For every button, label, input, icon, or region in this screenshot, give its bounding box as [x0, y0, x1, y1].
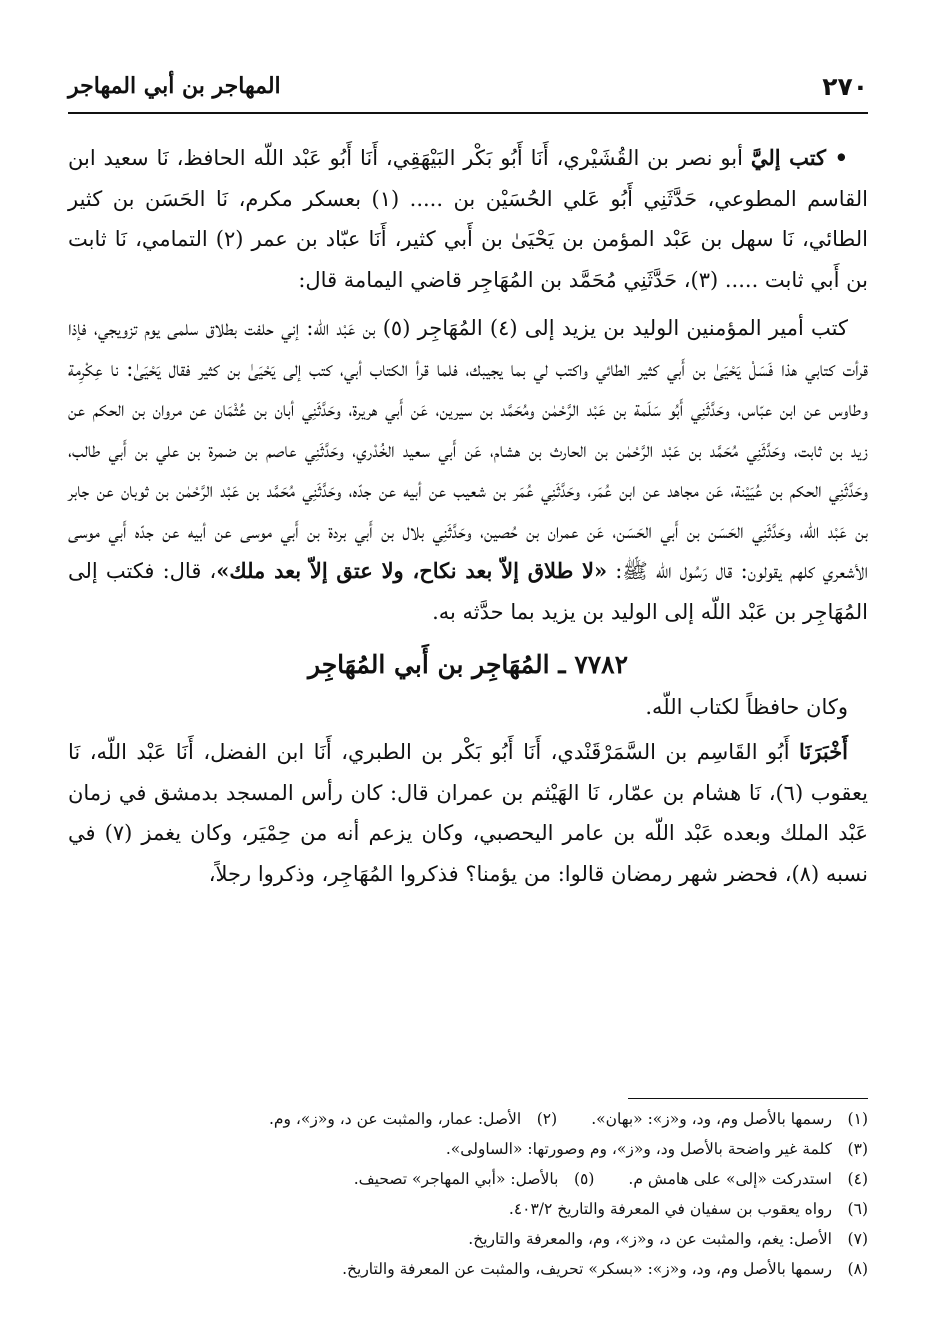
footnote-6: (٦)رواه يعقوب بن سفيان في المعرفة والتاريخ ٤٠٣/٢.	[508, 1200, 868, 1218]
header-rule	[68, 112, 868, 114]
paragraph-lead: أَخْبَرَنَا	[799, 739, 849, 764]
entry-title: ٧٧٨٢ ـ المُهَاجِر بن أَبي المُهَاجِر	[307, 650, 629, 679]
entry-note: وكان حافظاً لكتاب اللّه.	[645, 695, 848, 719]
footnote-8: (٨)رسمها بالأصل وم، ود، و«ز»: «بسكر» تحريف، والمثبت عن المعرفة والتاريخ.	[342, 1260, 868, 1278]
hadith-quote: «لا طلاق إلاّ بعد نكاح، ولا عتق إلاّ بعد ملك»	[216, 558, 608, 583]
main-text	[68, 138, 868, 894]
footnote-line	[68, 1224, 868, 1254]
page-number: ٢٧٠	[822, 71, 868, 101]
page-header	[68, 66, 868, 106]
footnote-line	[68, 1164, 868, 1194]
footnote-5: (٥)بالأصل: «أبي المهاجر» تصحيف.	[353, 1170, 595, 1188]
letter-paragraph	[68, 308, 868, 632]
footnote-line	[68, 1194, 868, 1224]
paragraph-ending: ، قال: فكتب إلى المُهَاجِر بن عَبْد اللّه إلى الوليد بن يزيد بما حدَّثه به.	[68, 559, 868, 624]
footnote-2: (٢)الأصل: عمار، والمثبت عن د، و«ز»، وم.	[268, 1110, 558, 1128]
footnote-line	[68, 1134, 868, 1164]
footnote-line	[68, 1254, 868, 1284]
paragraph-text: أبو نصر بن القُشَيْري، أَنَا أَبُو بَكْر البَيْهَقِي، أَنَا أَبُو عَبْد اللّه الحافظ، نَا سعيد ابن القاسم المطوعي، حَدَّثَنِي أَبُو عَلي الحُسَيْن بن ..... (١) بعسكر مكرم، نَا الحَسَن بن كثير الطائي، نَا سهل بن عَبْد المؤمن بن يَحْيَىٰ بن أَبي كثير، أَنَا عبّاد بن عمر (٢) التمامي، نَا ثابت بن أَبي ثابت ..... (٣)، حَدَّثَنِي مُحَمَّد بن المُهَاجِر قاضي اليمامة قال:	[68, 146, 869, 292]
report-paragraph	[68, 732, 868, 894]
isnad-paragraph	[68, 138, 868, 300]
footnote-3: (٣)كلمة غير واضحة بالأصل ود، و«ز»، وم وصورتها: «الساولى».	[445, 1140, 868, 1158]
paragraph-lead: • كتب إليَّ	[750, 145, 848, 170]
footnote-4: (٤)استدركت «إلى» على هامش م.	[628, 1170, 868, 1188]
footnote-rule	[628, 1098, 868, 1099]
running-title: المهاجر بن أبي المهاجر	[68, 73, 281, 99]
paragraph-text: أَبُو القَاسِم بن السَّمَرْقَنْدي، أَنَا أَبُو بَكْر بن الطبري، أَنَا ابن الفضل، أَنَا عَبْد اللّه، نَا يعقوب (٦)، نَا هشام بن عمّار، نَا الهَيْثم بن عمران قال: كان رأس المسجد بدمشق في زمان عَبْد الملك وبعده عَبْد اللّه بن عامر اليحصبي، وكان يزعم أنه من حِمْيَر، وكان يغمز (٧) في نسبه (٨)، فحضر شهر رمضان قالوا: من يؤمنا؟ فذكروا المُهَاجِر، وذكروا رجلاً،	[68, 740, 868, 886]
footnote-line	[68, 1104, 868, 1134]
footnote-7: (٧)الأصل: يغم، والمثبت عن د، و«ز»، وم، والمعرفة والتاريخ.	[468, 1230, 868, 1248]
footnotes	[68, 1104, 868, 1284]
paragraph-text: كتب أمير المؤمنين الوليد بن يزيد إلى (٤) المُهَاجِر (٥) بن عَبْد اللّه: إني حلفت بطلاق سلمى يوم تزويجي، فإذا قرأت كتابي هذا فَسَلْ يَحْيَىٰ بن أَبي كثير الطائي واكتب لي بما يجيبك، فلما قرأ الكتاب أبي، كتب إلى يَحْيَىٰ بن كثير فقال يَحْيَىٰ: نا عِكْرِمة وطاوس عن ابن عبّاس، وحَدَّثَنِي أَبُو سَلَمة بن عَبْد الرَّحْمٰن ومُحَمَّد بن سيرين، عَن أَبي هريرة، وحَدَّثَنِي أبان بن عُثْمَان عن مروان بن الحكم عن زيد بن ثابت، وحَدَّثَنِي مُحَمَّد بن عَبْد الرَّحْمٰن بن الحارث بن هشام، عَن أَبي سعيد الخُدْري، وحَدَّثَنِي عاصم بن ضمرة بن علي بن أَبي طالب، وحَدَّثَنِي الحكم بن عُيَيْنة، عَن مجاهد عن ابن عُمَر، وحَدَّثَنِي عُمَر بن شعيب عن أبيه عن جدّه، وحَدَّثَنِي مُحَمَّد بن عَبْد الرَّحْمٰن بن ثوبان عن جابر بن عَبْد اللّه، وحَدَّثَنِي الحَسَن بن أَبي الحَسَن، عَن عمران بن حُصين، وحَدَّثَنِي بلال بن أَبي بردة بن أَبي موسى عن أبيه عن جدّه أَبي موسى الأشعري كلهم يقولون: قال رَسُول اللّه ﷺ:	[68, 316, 868, 583]
footnote-1: (١)رسمها بالأصل وم، ود، و«ز»: «بهان».	[591, 1110, 868, 1128]
